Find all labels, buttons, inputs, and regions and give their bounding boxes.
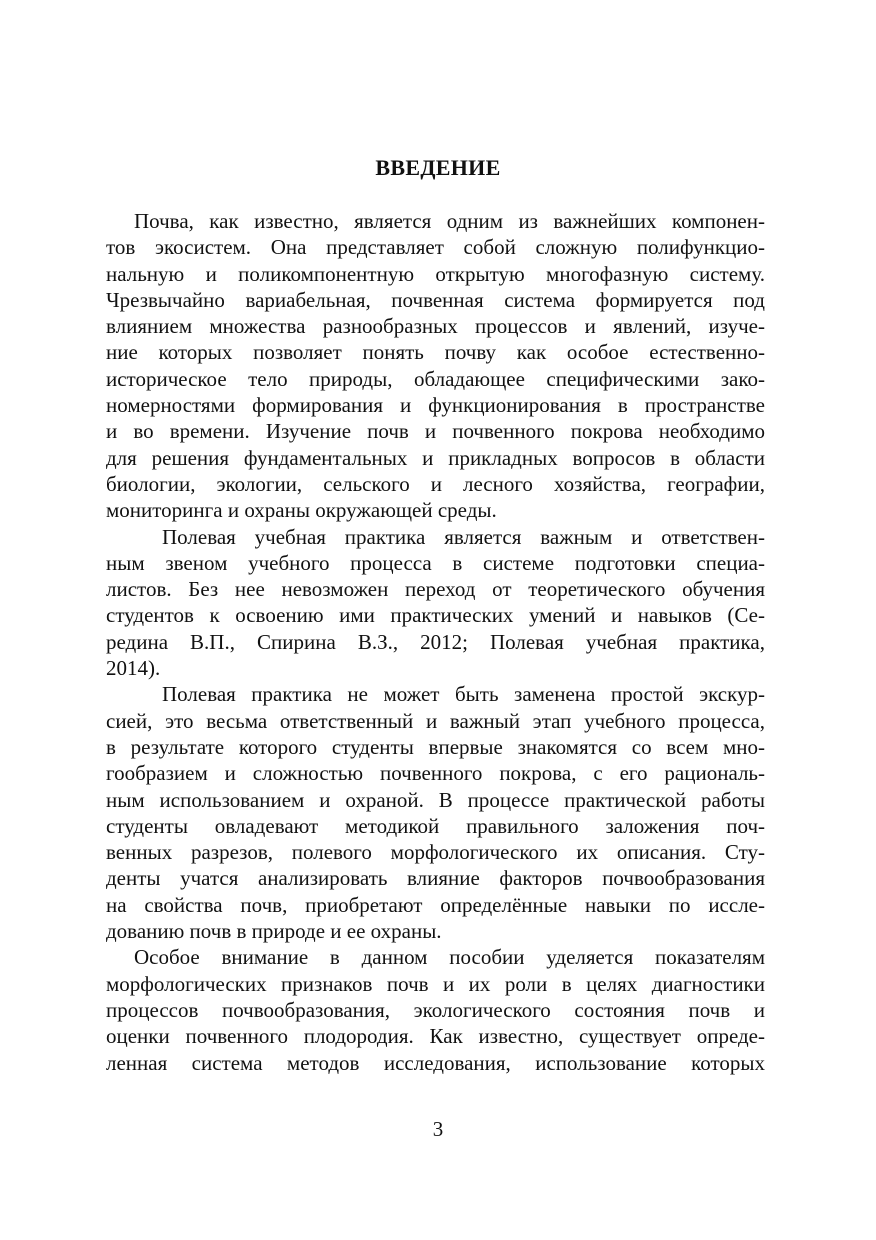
text-line: 2014). <box>106 656 161 681</box>
text-line: оценки почвенного плодородия. Как известно, существует опреде- <box>106 1024 765 1049</box>
text-line: в результате которого студенты впервые знакомятся со всем мно- <box>106 734 765 759</box>
paragraph-4 <box>106 944 765 1075</box>
paragraph-3 <box>106 681 765 944</box>
text-line: венных разрезов, полевого морфологического их описания. Сту- <box>106 840 765 865</box>
text-line: процессов почвообразования, экологического состояния почв и <box>106 997 765 1022</box>
text-line: студенты овладевают методикой правильного заложения поч- <box>106 813 765 838</box>
body-text <box>106 208 765 1076</box>
text-line: Полевая практика не может быть заменена простой экскур- <box>162 682 765 707</box>
text-line: ным использованием и охраной. В процессе практической работы <box>106 787 765 812</box>
text-line: историческое тело природы, обладающее специфическими зако- <box>106 366 765 391</box>
text-line: редина В.П., Спирина В.З., 2012; Полевая учебная практика, <box>106 629 765 654</box>
page-number: 3 <box>432 1117 444 1141</box>
text-line: студентов к освоению ими практических умений и навыков (Се- <box>106 603 765 628</box>
text-line: ние которых позволяет понять почву как особое естественно- <box>106 340 765 365</box>
text-line: мониторинга и охраны окружающей среды. <box>106 498 497 523</box>
text-line: тов экосистем. Она представляет собой сложную полифункцио- <box>106 235 765 260</box>
text-line: дованию почв в природе и ее охраны. <box>106 919 442 944</box>
text-line: Особое внимание в данном пособии уделяется показателям <box>134 945 765 970</box>
text-line: и во времени. Изучение почв и почвенного покрова необходимо <box>106 419 765 444</box>
text-line: ленная система методов исследования, использование которых <box>106 1050 765 1075</box>
text-line: для решения фундаментальных и прикладных вопросов в области <box>106 445 765 470</box>
text-line: гообразием и сложностью почвенного покрова, с его рациональ- <box>106 761 765 786</box>
text-line: Почва, как известно, является одним из важнейших компонен- <box>134 209 765 233</box>
paragraph-1 <box>106 208 765 524</box>
text-line: биологии, экологии, сельского и лесного хозяйства, географии, <box>106 471 765 496</box>
text-line: морфологических признаков почв и их роли в целях диагностики <box>106 971 765 996</box>
text-line: нальную и поликомпонентную открытую многофазную систему. <box>106 261 765 286</box>
text-line: влиянием множества разнообразных процессов и явлений, изуче- <box>106 314 765 339</box>
text-line: ным звеном учебного процесса в системе подготовки специа- <box>106 550 765 575</box>
text-line: листов. Без нее невозможен переход от теоретического обучения <box>106 577 765 602</box>
text-line: денты учатся анализировать влияние факторов почвообразования <box>106 866 765 891</box>
text-line: Чрезвычайно вариабельная, почвенная система формируется под <box>106 287 765 312</box>
text-line: Полевая учебная практика является важным и ответствен- <box>162 524 765 549</box>
text-line: сией, это весьма ответственный и важный этап учебного процесса, <box>106 708 765 733</box>
paragraph-2 <box>106 524 765 682</box>
page-title: ВВЕДЕНИЕ <box>375 155 501 180</box>
text-line: на свойства почв, приобретают определённые навыки по иссле- <box>106 892 765 917</box>
text-line: номерностями формирования и функционирования в пространстве <box>106 393 765 418</box>
